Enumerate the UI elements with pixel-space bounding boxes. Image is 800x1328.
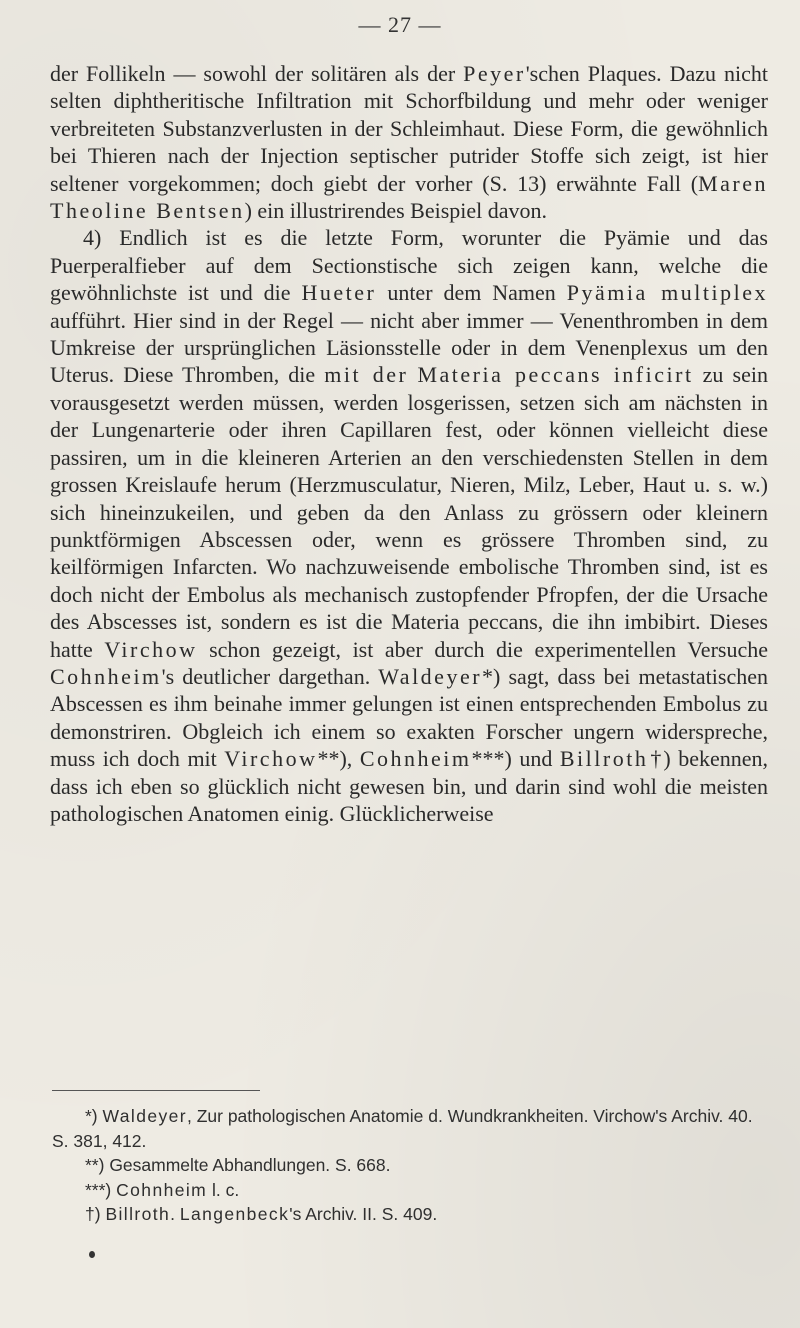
person-name: Cohnheim (50, 663, 162, 689)
paragraph-1: der Follikeln — sowohl der solitären als der Peyer'schen Plaques. Dazu nicht selten diphtheritische Infiltration mit Schorfbildung und mehr oder weniger verbreiteten Substanzverlusten in der Schleimhaut. Diese Form, die gewöhnlich bei Thieren nach der Injection septischer putrider Stoffe sich zeigt, ist hier seltener vorgekommen; doch giebt der vorher (S. 13) erwähnte Fall (Maren Theoline Bentsen) ein illustrirendes Beispiel davon. (50, 61, 768, 224)
ink-spot (89, 1251, 95, 1258)
person-name: Cohnheim (359, 746, 472, 772)
footnote-4: †) Billroth. Langenbeck's Archiv. II. S. 409. (85, 1204, 438, 1224)
page-number: — 27 — (358, 12, 442, 37)
person-name: Peyer (463, 61, 526, 86)
patient-name: Maren Theoline Bentsen (50, 170, 768, 224)
footnotes (52, 1104, 768, 1227)
paragraph-2: 4) Endlich ist es die letzte Form, worunter die Pyämie und das Puerperalfieber auf dem Sectionstische sich zeigen kann, welche die gewöhnlichste ist und die Hueter unter dem Namen Pyämia multiplex aufführt. Hier sind in der Regel — nicht aber immer — Venenthromben in dem Umkreise der ursprünglichen Läsionsstelle oder in dem Venenplexus um den Uterus. Diese Thromben, die mit der Materia peccans inficirt zu sein vorausgesetzt werden müssen, werden losgerissen, setzen sich am nächsten in der Lungenarterie oder ihren Capillaren fest, oder können vielleicht diese passiren, um in die kleineren Arterien an den verschiedensten Stellen in dem grossen Kreislaufe herum (Herzmusculatur, Nieren, Milz, Leber, Haut u. s. w.) sich hineinzukeilen, und geben da den Anlass zu grössern oder kleinern punktförmigen Abscessen oder, wenn es grössere Thromben sind, zu keilförmigen Infarcten. Wo nachzuweisende embolische Thromben sind, ist es doch nicht der Embolus als mechanisch zustopfender Pfropfen, der die Ursache des Abscesses ist, sondern es ist die Materia peccans, die ihn imbibirt. Dieses hatte Virchow schon gezeigt, ist aber durch die experimentellen Versuche Cohnheim's deutlicher dargethan. Waldeyer*) sagt, dass bei metastatischen Abscessen es ihm beinahe immer gelungen ist einen entsprechenden Embolus zu demonstriren. Obgleich ich einem so exakten Forscher ungern widerspreche, muss ich doch mit Virchow**), Cohnheim***) und Billroth†) bekennen, dass ich eben so glücklich nicht gewesen bin, und darin sind wohl die meisten pathologischen Anatomen einig. Glücklicherweise (50, 225, 769, 826)
person-name: Virchow (224, 746, 318, 772)
emphasis-term: Pyämia multiplex (566, 280, 769, 306)
person-name: Virchow (104, 636, 198, 662)
emphasis-term: Materia peccans inficirt (417, 362, 694, 388)
person-name: Billroth (559, 746, 649, 772)
emphasis-term: mit der (324, 362, 409, 388)
footnote-3: ***) Cohnheim l. c. (85, 1179, 240, 1200)
person-name: Waldeyer (378, 663, 483, 689)
main-text (50, 60, 768, 827)
person-name: Hueter (301, 280, 377, 306)
footnote-2: **) Gesammelte Abhandlungen. S. 668. (85, 1155, 391, 1175)
footnote-divider (52, 1090, 260, 1091)
footnote-1: *) Waldeyer, Zur pathologischen Anatomie d. Wundkrankheiten. Virchow's Archiv. 40. S. 381, 412. (52, 1106, 753, 1151)
